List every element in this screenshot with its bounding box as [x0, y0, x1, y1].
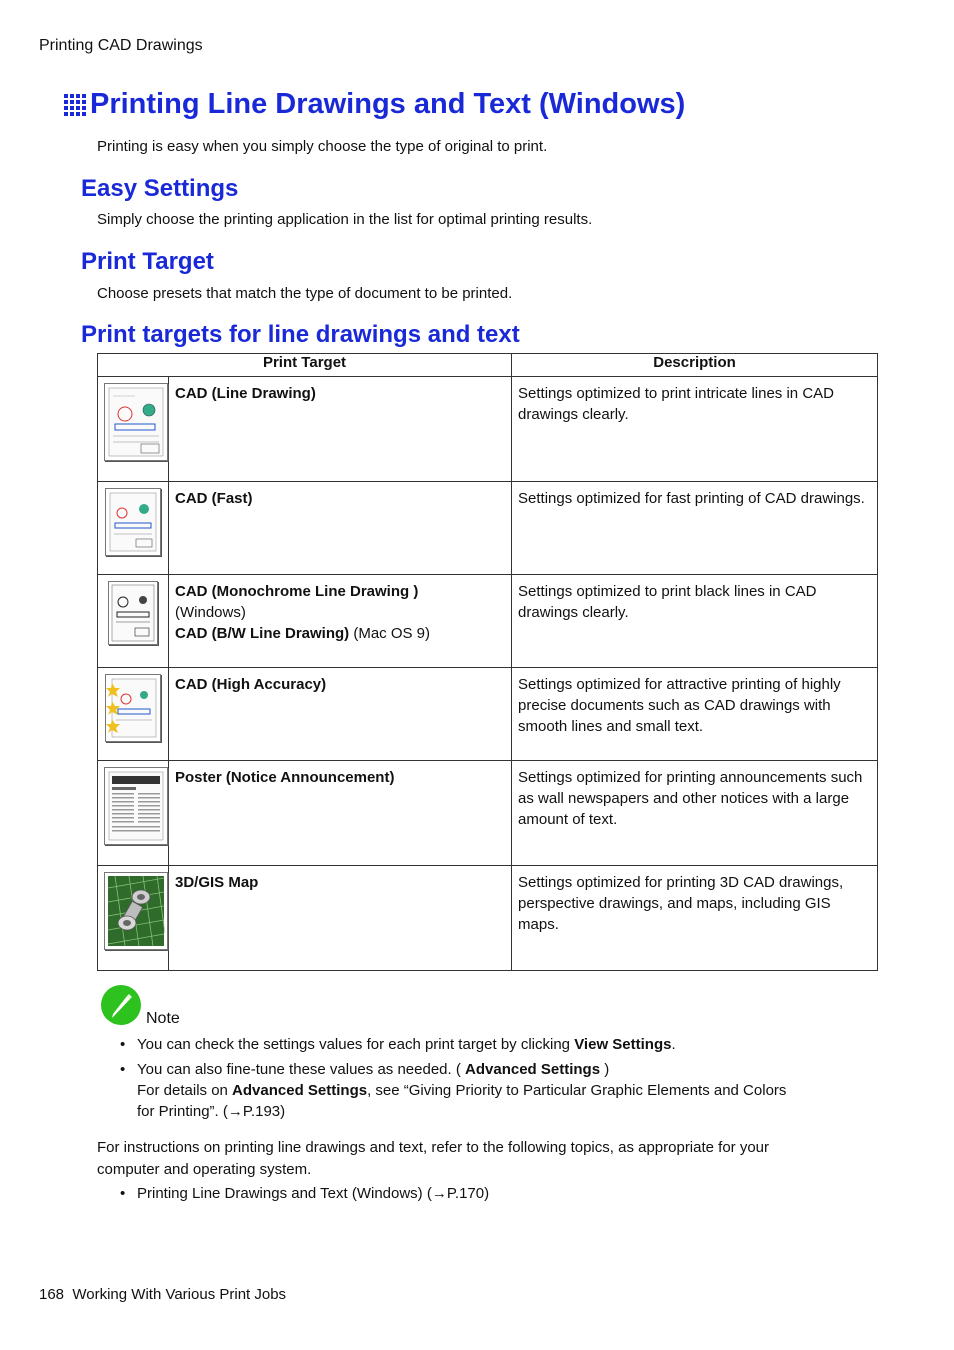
print-targets-table — [97, 353, 878, 971]
intro-text: Printing is easy when you simply choose the type of original to print. — [97, 138, 548, 155]
target-description: Settings optimized for attractive printing of highly precise documents such as CAD drawings with smooth lines and small text. — [518, 676, 841, 735]
grid-icon — [64, 94, 86, 116]
list-item[interactable] — [120, 1183, 489, 1204]
easy-settings-heading: Easy Settings — [81, 175, 239, 202]
table-row — [98, 761, 878, 866]
note-icon-wrap — [101, 985, 141, 1025]
bullet-marker: • — [120, 1185, 126, 1202]
note-list — [120, 1034, 786, 1122]
cad-monochrome-thumbnail — [108, 581, 158, 645]
target-description: Settings optimized to print intricate lines in CAD drawings clearly. — [518, 385, 834, 423]
target-description: Settings optimized for fast printing of CAD drawings. — [518, 490, 865, 507]
table-row — [98, 866, 878, 971]
target-name-alt: CAD (B/W Line Drawing) — [175, 625, 350, 642]
page-link-170[interactable]: Printing Line Drawings and Text (Windows) (→P.170) — [137, 1185, 490, 1202]
view-settings-ref: View Settings — [574, 1036, 672, 1053]
target-name-suffix: (Windows) — [175, 604, 246, 621]
pencil-icon — [101, 985, 141, 1025]
target-name: 3D/GIS Map — [175, 874, 259, 891]
target-description: Settings optimized to print black lines in CAD drawings clearly. — [518, 583, 817, 621]
table-header-row — [98, 354, 878, 377]
running-header: Printing CAD Drawings — [39, 37, 203, 54]
col-description: Description — [512, 354, 878, 377]
instructions-text: For instructions on printing line drawings and text, refer to the following topics, as appropriate for your computer and operating system. — [97, 1139, 770, 1178]
target-description: Settings optimized for printing announcements such as wall newspapers and other notices with a large amount of text. — [518, 769, 863, 828]
poster-thumbnail — [104, 767, 168, 845]
target-name: CAD (Fast) — [175, 490, 253, 507]
target-description: Settings optimized for printing 3D CAD drawings, perspective drawings, and maps, including GIS maps. — [518, 874, 844, 933]
instructions-list — [120, 1183, 489, 1204]
cad-high-accuracy-thumbnail — [105, 674, 161, 742]
target-name: CAD (High Accuracy) — [175, 676, 327, 693]
page-title — [64, 88, 685, 121]
cad-fast-thumbnail — [105, 488, 161, 556]
note-label: Note — [146, 1010, 180, 1027]
target-name-alt-suffix: (Mac OS 9) — [349, 625, 431, 642]
col-print-target: Print Target — [98, 354, 512, 377]
footer-section: Working With Various Print Jobs — [72, 1286, 287, 1303]
list-item: • You can also fine-tune these values as needed. ( Advanced Settings ) For details on Advanced Settings, see “Giving Priority to Particular Graphic Elements and Colors for Printing”. (→P.193) — [120, 1061, 787, 1120]
table-row — [98, 668, 878, 761]
page-number: 168 — [39, 1286, 65, 1303]
advanced-settings-ref: Advanced Settings — [465, 1061, 601, 1078]
advanced-settings-ref: Advanced Settings — [232, 1082, 368, 1099]
target-name: CAD (Line Drawing) — [175, 385, 316, 402]
page-link-193[interactable]: for Printing”. (→P.193) — [137, 1103, 286, 1120]
page-footer — [39, 1286, 286, 1303]
list-item: • You can check the settings values for each print target by clicking View Settings. — [120, 1036, 676, 1053]
3d-gis-map-thumbnail — [104, 872, 168, 950]
bullet-marker: • — [120, 1036, 126, 1053]
page-title-text: Printing Line Drawings and Text (Windows) — [90, 88, 686, 120]
easy-settings-text: Simply choose the printing application in the list for optimal printing results. — [97, 211, 593, 228]
bullet-marker: • — [120, 1061, 126, 1078]
table-row — [98, 377, 878, 482]
table-row — [98, 482, 878, 575]
table-row — [98, 575, 878, 668]
print-target-heading: Print Target — [81, 248, 214, 275]
target-name: CAD (Monochrome Line Drawing ) — [175, 583, 419, 600]
print-target-text: Choose presets that match the type of document to be printed. — [97, 285, 513, 302]
cad-line-drawing-thumbnail — [104, 383, 168, 461]
targets-table-heading: Print targets for line drawings and text — [81, 321, 520, 348]
target-name: Poster (Notice Announcement) — [175, 769, 395, 786]
